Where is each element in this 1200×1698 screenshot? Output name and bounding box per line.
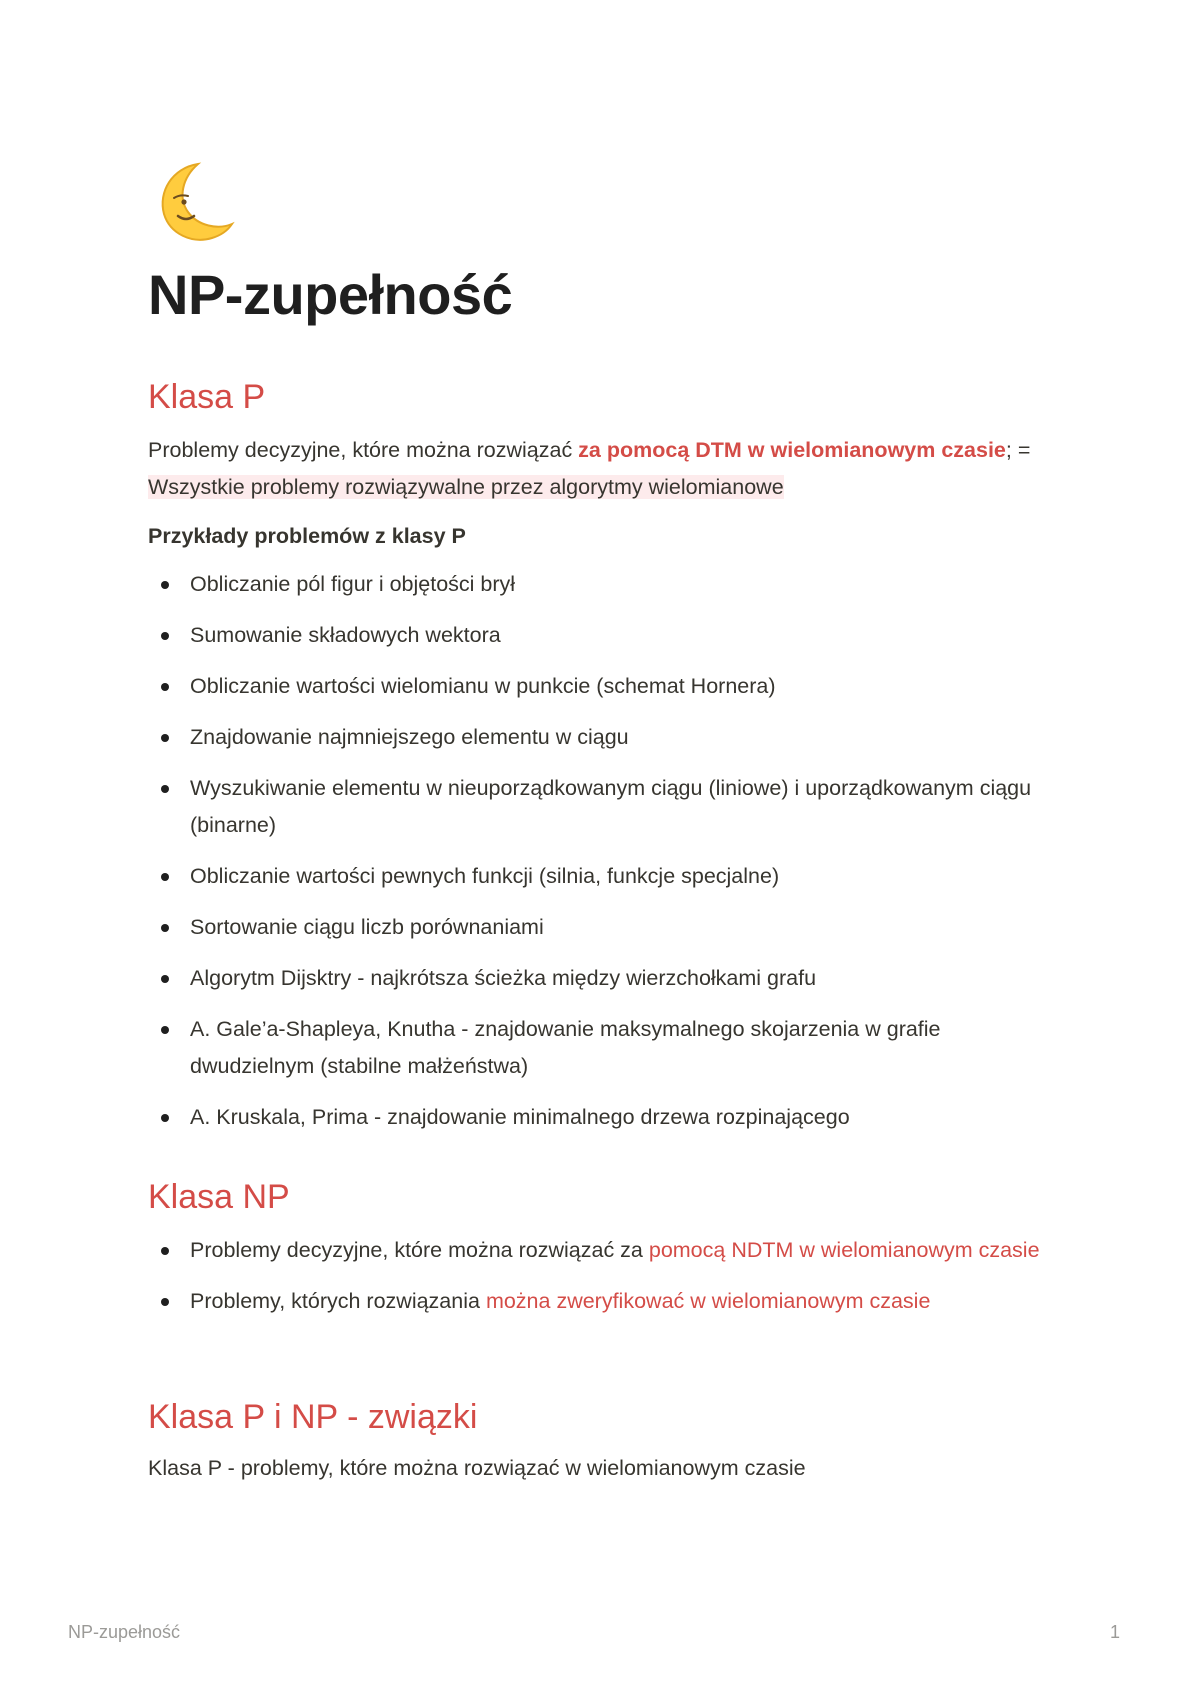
list-item-red-text: można zweryfikować w wielomianowym czasie	[485, 1289, 931, 1313]
intro-highlight: Wszystkie problemy rozwiązywalne przez algorytmy wielomianowe	[148, 475, 784, 499]
intro-text-2: ; =	[1005, 438, 1031, 462]
zwiazki-text: Klasa P - problemy, które można rozwiązać w wielomianowym czasie	[148, 1456, 806, 1480]
bullet-icon	[161, 632, 169, 640]
page-title: NP-zupełność	[148, 263, 513, 326]
list-item-text: Znajdowanie najmniejszego elementu w ciągu	[190, 725, 629, 749]
np-list	[148, 1232, 1048, 1334]
list-item	[148, 566, 1048, 603]
intro-red-text: za pomocą DTM w wielomianowym czasie	[578, 438, 1006, 462]
list-item-text: Problemy decyzyjne, które można rozwiązać za	[190, 1238, 649, 1262]
list-item-text: A. Kruskala, Prima - znajdowanie minimalnego drzewa rozpinającego	[190, 1105, 850, 1129]
bullet-icon	[161, 1026, 169, 1034]
bullet-icon	[161, 924, 169, 932]
bullet-icon	[161, 873, 169, 881]
bullet-icon	[161, 975, 169, 983]
examples-list	[148, 566, 1048, 1150]
list-item-text: Sumowanie składowych wektora	[190, 623, 501, 647]
list-item	[148, 1099, 1048, 1136]
list-item	[148, 1232, 1048, 1269]
list-item	[148, 719, 1048, 756]
bullet-icon	[161, 734, 169, 742]
footer-page-number: 1	[1109, 1622, 1120, 1642]
bullet-icon	[161, 1247, 169, 1255]
list-item-red-text: pomocą NDTM w wielomianowym czasie	[648, 1238, 1040, 1262]
list-item-text: Problemy, których rozwiązania	[190, 1289, 486, 1313]
heading-klasa-p: Klasa P	[148, 378, 266, 416]
list-item	[148, 1283, 1048, 1320]
klasa-p-intro	[148, 432, 1048, 506]
bullet-icon	[161, 785, 169, 793]
list-item-text: Obliczanie pól figur i objętości brył	[190, 572, 516, 596]
list-item	[148, 960, 1048, 997]
list-item-text: Algorytm Dijsktry - najkrótsza ścieżka między wierzchołkami grafu	[190, 966, 817, 990]
list-item-text: A. Gale’a-Shapleya, Knutha - znajdowanie maksymalnego skojarzenia w grafie dwudzielnym (stabilne małżeństwa)	[190, 1017, 941, 1078]
heading-zwiazki: Klasa P i NP - związki	[148, 1398, 478, 1436]
list-item	[148, 770, 1048, 844]
bullet-icon	[161, 581, 169, 589]
bullet-icon	[161, 683, 169, 691]
list-item	[148, 858, 1048, 895]
list-item-text: Sortowanie ciągu liczb porównaniami	[190, 915, 544, 939]
list-item-text: Obliczanie wartości wielomianu w punkcie (schemat Hornera)	[190, 674, 776, 698]
list-item-text: Wyszukiwanie elementu w nieuporządkowanym ciągu (liniowe) i uporządkowanym ciągu (binarne)	[190, 776, 1032, 837]
examples-heading: Przykłady problemów z klasy P	[148, 524, 466, 548]
bullet-icon	[161, 1114, 169, 1122]
list-item	[148, 668, 1048, 705]
list-item	[148, 1011, 1048, 1085]
list-item	[148, 617, 1048, 654]
heading-klasa-np: Klasa NP	[148, 1178, 290, 1216]
list-item-text: Obliczanie wartości pewnych funkcji (silnia, funkcje specjalne)	[190, 864, 780, 888]
footer-title: NP-zupełność	[68, 1622, 181, 1642]
bullet-icon	[161, 1298, 169, 1306]
crescent-moon-face-icon	[148, 158, 236, 246]
list-item	[148, 909, 1048, 946]
intro-text: Problemy decyzyjne, które można rozwiązać	[148, 438, 579, 462]
